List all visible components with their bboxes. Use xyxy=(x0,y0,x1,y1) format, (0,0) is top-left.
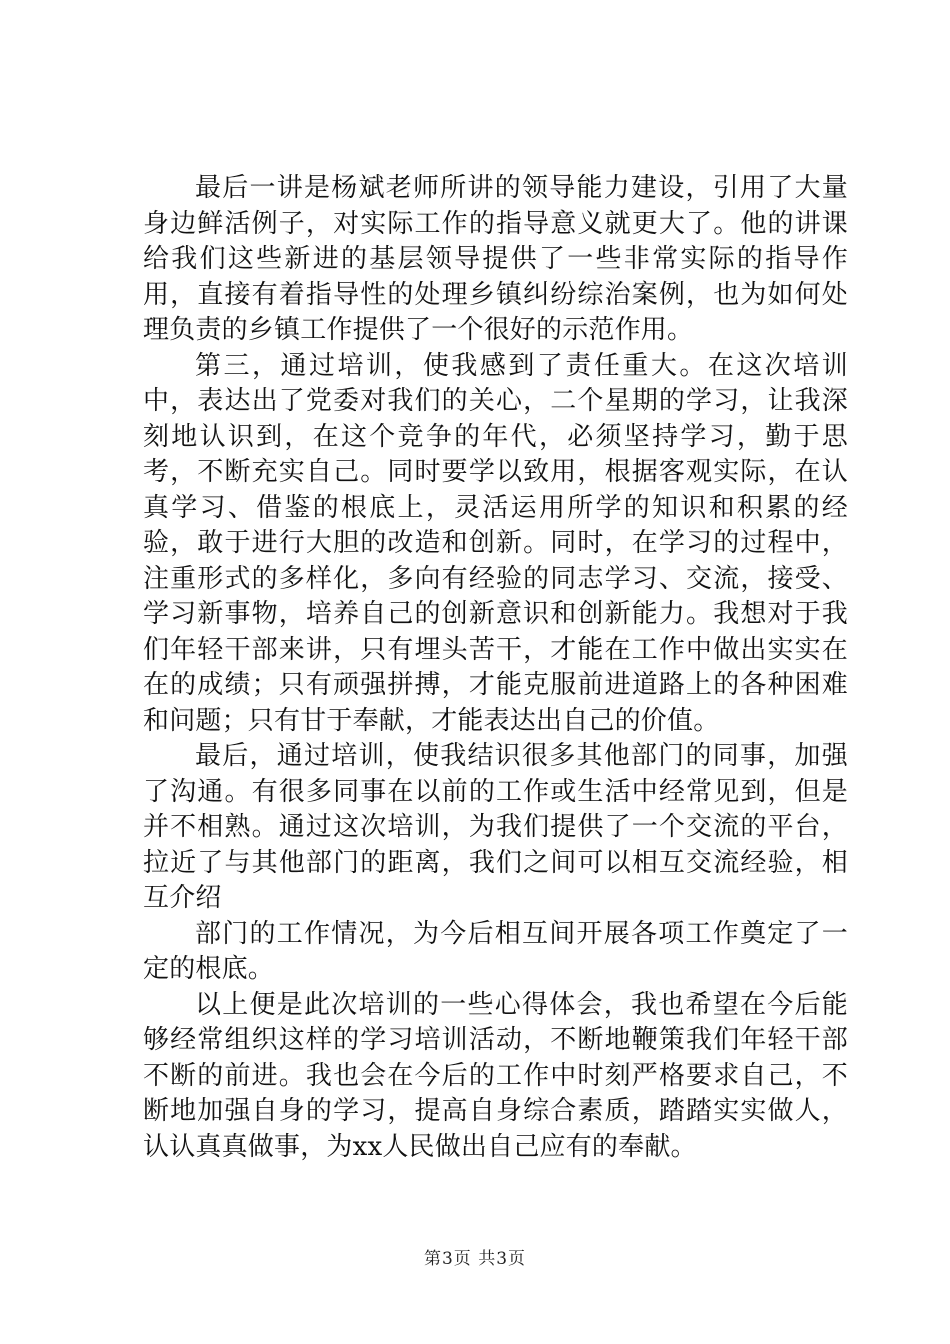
paragraph-department-work: 部门的工作情况，为今后相互间开展各项工作奠定了一定的根底。 xyxy=(143,918,848,984)
paragraph-responsibility: 第三，通过培训，使我感到了责任重大。在这次培训中，表达出了党委对我们的关心，二个星期的学习，让我深刻地认识到，在这个竞争的年代，必须坚持学习，勤于思考，不断充实自己。同时要学以致用，根据客观实际，在认真学习、借鉴的根底上，灵活运用所学的知识和积累的经验，敢于进行大胆的改造和创新。同时，在学习的过程中，注重形式的多样化，多向有经验的同志学习、交流，接受、学习新事物，培养自己的创新意识和创新能力。我想对于我们年轻干部来讲，只有埋头苦干，才能在工作中做出实实在在的成绩；只有顽强拼搏，才能克服前进道路上的各种困难和问题；只有甘于奉献，才能表达出自己的价值。 xyxy=(143,350,848,736)
paragraph-colleagues: 最后，通过培训，使我结识很多其他部门的同事，加强了沟通。有很多同事在以前的工作或生活中经常见到，但是并不相熟。通过这次培训，为我们提供了一个交流的平台，拉近了与其他部门的距离，我们之间可以相互交流经验，相互介绍 xyxy=(143,741,848,913)
paragraph-conclusion: 以上便是此次培训的一些心得体会，我也希望在今后能够经常组织这样的学习培训活动，不断地鞭策我们年轻干部不断的前进。我也会在今后的工作中时刻严格要求自己，不断地加强自身的学习，提高自身综合素质，踏踏实实做人，认认真真做事，为xx人民做出自己应有的奉献。 xyxy=(143,989,848,1162)
document-body xyxy=(143,171,848,1165)
page-number-footer: 第3页 共3页 xyxy=(423,1249,527,1269)
paragraph-leadership-lecture: 最后一讲是杨斌老师所讲的领导能力建设，引用了大量身边鲜活例子，对实际工作的指导意义就更大了。他的讲课给我们这些新进的基层领导提供了一些非常实际的指导作用，直接有着指导性的处理乡镇纠纷综治案例，也为如何处理负责的乡镇工作提供了一个很好的示范作用。 xyxy=(143,173,848,345)
